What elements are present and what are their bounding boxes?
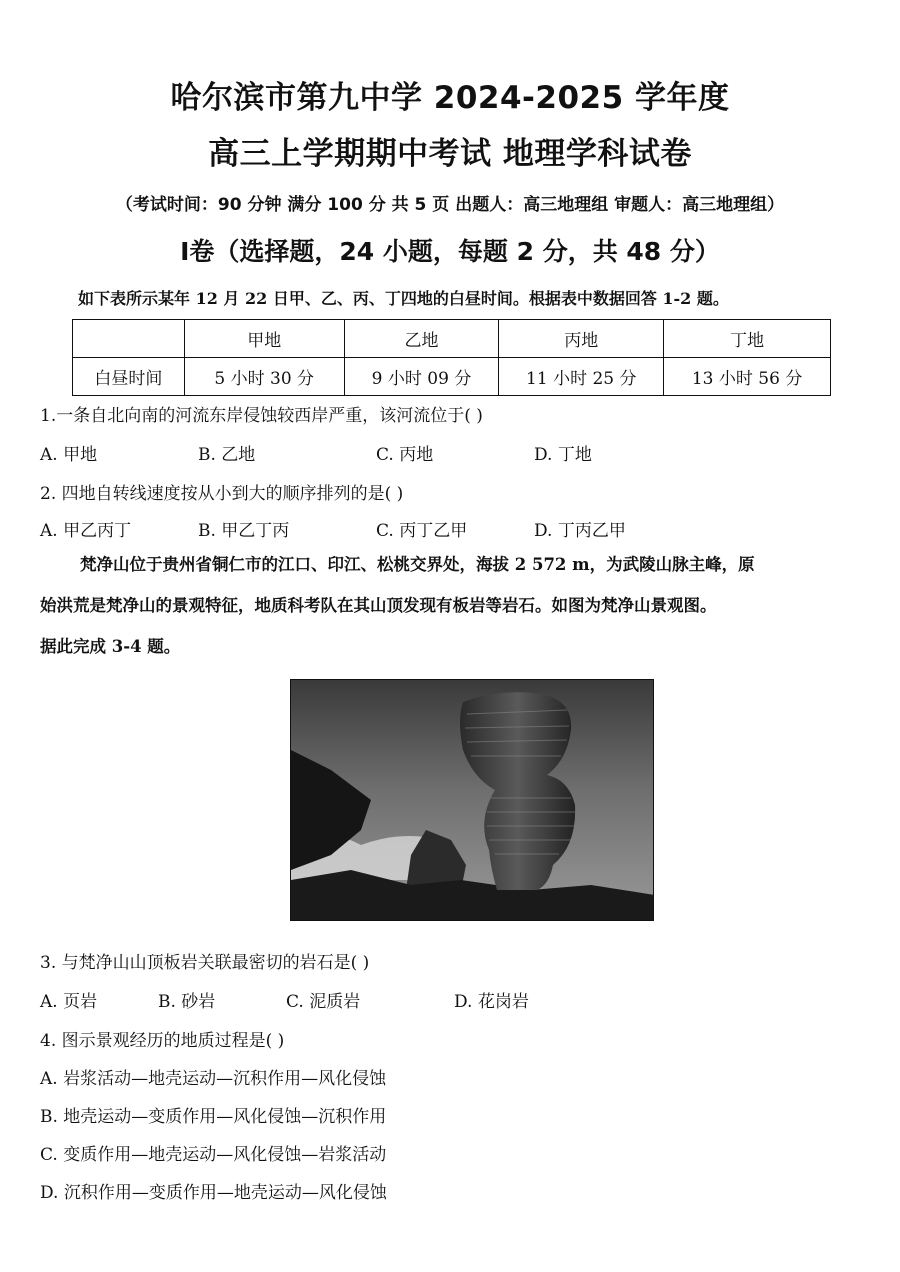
table-intro: 如下表所示某年 12 月 22 日甲、乙、丙、丁四地的白昼时间。根据表中数据回答 1-2 题。 (78, 289, 729, 308)
question-1-stem: 1.一条自北向南的河流东岸侵蚀较西岸严重，该河流位于( ) (40, 406, 483, 426)
section-heading: Ⅰ卷（选择题，24 小题，每题 2 分，共 48 分） (180, 237, 720, 266)
table-header-cell: 甲地 (184, 320, 344, 358)
question-4-option-a: A. 岩浆活动—地壳运动—沉积作用—风化侵蚀 (40, 1069, 387, 1089)
table-header-cell: 丙地 (499, 320, 664, 358)
table-cell: 13 小时 56 分 (664, 358, 831, 396)
option-a: A. 甲地 (40, 445, 98, 465)
passage-text: 梵净山位于贵州省铜仁市的江口、印江、松桃交界处，海拔 2 572 m，为武陵山脉主峰，原 (80, 555, 755, 574)
option-d: D. 丁丙乙甲 (534, 521, 626, 541)
question-2-stem: 2. 四地自转线速度按从小到大的顺序排列的是( ) (40, 484, 404, 504)
option-b: B. 砂岩 (158, 992, 216, 1012)
option-a: A. 甲乙丙丁 (40, 521, 132, 541)
passage-line-1 (40, 544, 862, 585)
question-1-options (40, 440, 860, 465)
option-c: C. 泥质岩 (286, 992, 361, 1012)
question-3-stem: 3. 与梵净山山顶板岩关联最密切的岩石是( ) (40, 953, 370, 973)
fanjingshan-landscape-photo (290, 679, 654, 921)
question-4-option-b: B. 地壳运动—变质作用—风化侵蚀—沉积作用 (40, 1107, 387, 1127)
table-cell: 9 小时 09 分 (344, 358, 499, 396)
exam-title-line1: 哈尔滨市第九中学 2024-2025 学年度 (170, 80, 730, 116)
passage-line-2: 始洪荒是梵净山的景观特征，地质科考队在其山顶发现有板岩等岩石。如图为梵净山景观图。 (40, 596, 717, 615)
question-3-options (40, 987, 860, 1012)
passage (40, 544, 862, 667)
table-cell: 5 小时 30 分 (184, 358, 344, 396)
option-b: B. 甲乙丁丙 (198, 521, 290, 541)
option-a: A. 页岩 (40, 992, 98, 1012)
passage-line-3: 据此完成 3-4 题。 (40, 637, 181, 656)
table-header-cell: 乙地 (344, 320, 499, 358)
question-4-stem: 4. 图示景观经历的地质过程是( ) (40, 1031, 285, 1051)
option-d: D. 丁地 (534, 445, 592, 465)
question-4-option-c: C. 变质作用—地壳运动—风化侵蚀—岩浆活动 (40, 1145, 387, 1165)
exam-title-line2: 高三上学期期中考试 地理学科试卷 (208, 136, 692, 172)
question-4-option-d: D. 沉积作用—变质作用—地壳运动—风化侵蚀 (40, 1183, 387, 1203)
option-c: C. 丙丁乙甲 (376, 521, 468, 541)
table-row (73, 358, 831, 396)
table-header-cell: 丁地 (664, 320, 831, 358)
daylight-table (72, 319, 831, 396)
question-2-options (40, 516, 860, 541)
landscape-image (291, 680, 654, 921)
table-row-label: 白昼时间 (73, 358, 185, 396)
table-cell: 11 小时 25 分 (499, 358, 664, 396)
table-header-cell (73, 320, 185, 358)
option-d: D. 花岗岩 (454, 992, 529, 1012)
table-header-row (73, 320, 831, 358)
option-b: B. 乙地 (198, 445, 256, 465)
exam-meta: （考试时间：90 分钟 满分 100 分 共 5 页 出题人：高三地理组 审题人：高三地理组） (115, 195, 785, 215)
option-c: C. 丙地 (376, 445, 434, 465)
